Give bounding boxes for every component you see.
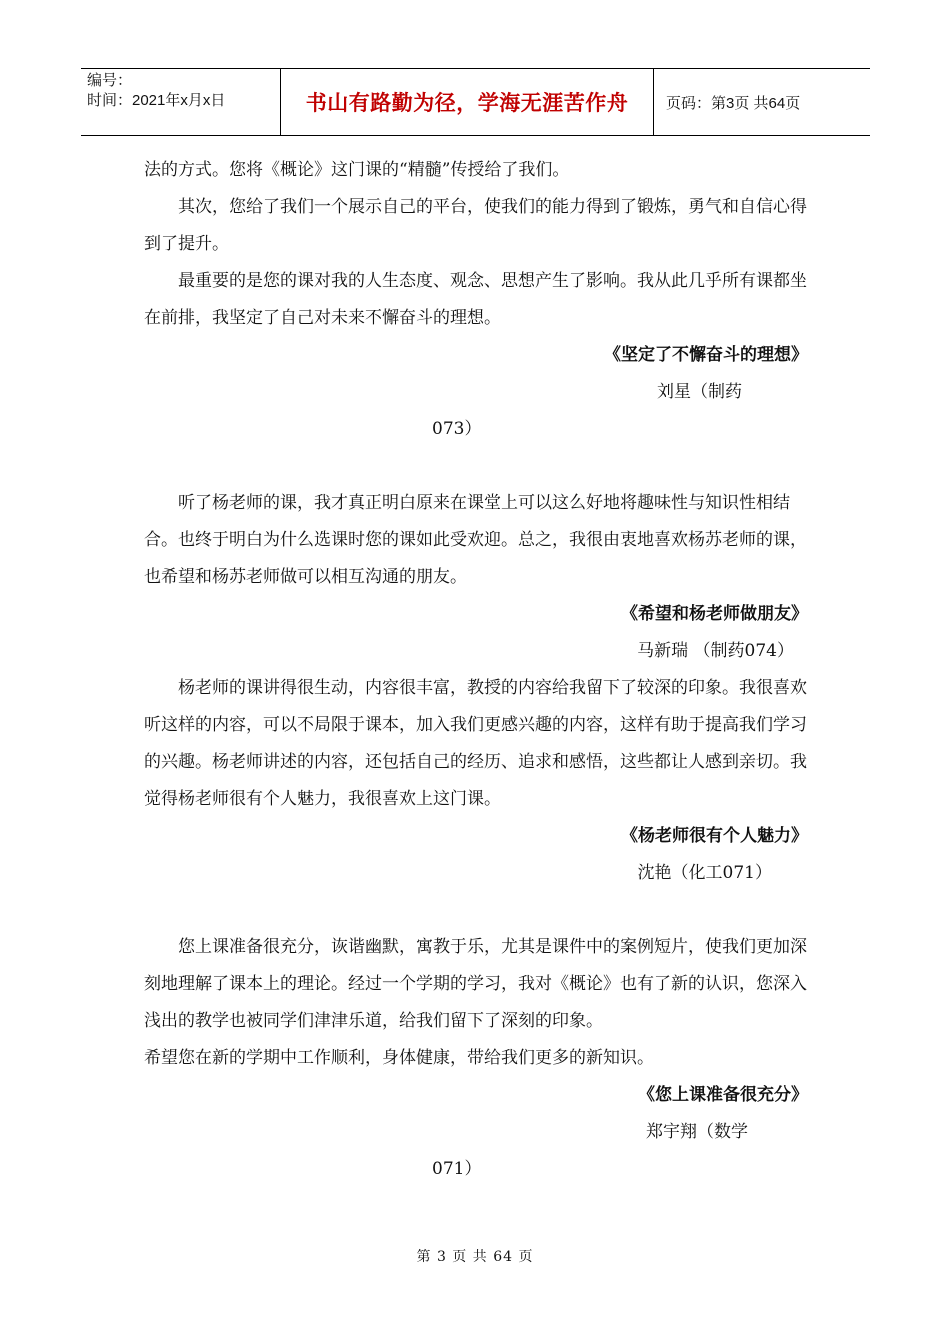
header-meta — [81, 69, 281, 135]
author-class-code: 073） — [432, 419, 482, 439]
author-line: 刘星（制药 — [657, 382, 742, 402]
paragraph: 法的方式。您将《概论》这门课的“精髓”传授给了我们。 — [144, 160, 570, 180]
spacer — [144, 448, 808, 485]
essay-title: 《希望和杨老师做朋友》 — [621, 604, 808, 624]
paragraph: 听了杨老师的课，我才真正明白原来在课堂上可以这么好地将趣味性与知识性相结合。也终于明白为什么选课时您的课如此受欢迎。总之，我很由衷地喜欢杨苏老师的课，也希望和杨苏老师做可以相互沟通的朋友。 — [144, 493, 807, 587]
author-line: 马新瑞 （制药074） — [637, 641, 794, 661]
document-body — [144, 152, 808, 1188]
date-line: 时间：2021年x月x日 — [87, 92, 226, 109]
page-header — [81, 68, 870, 136]
essay-title: 《杨老师很有个人魅力》 — [621, 826, 808, 846]
spacer — [144, 892, 808, 929]
paragraph: 最重要的是您的课对我的人生态度、观念、思想产生了影响。我从此几乎所有课都坐在前排，我坚定了自己对未来不懈奋斗的理想。 — [144, 271, 807, 328]
essay-title: 《坚定了不懈奋斗的理想》 — [604, 345, 808, 365]
paragraph: 其次，您给了我们一个展示自己的平台，使我们的能力得到了锻炼，勇气和自信心得到了提升。 — [144, 197, 807, 254]
paragraph: 您上课准备很充分，诙谐幽默，寓教于乐，尤其是课件中的案例短片，使我们更加深刻地理解了课本上的理论。经过一个学期的学习，我对《概论》也有了新的认识，您深入浅出的教学也被同学们津津乐道，给我们留下了深刻的印象。 — [144, 937, 807, 1031]
author-line: 郑宇翔（数学 — [646, 1122, 748, 1142]
paragraph: 杨老师的课讲得很生动，内容很丰富，教授的内容给我留下了较深的印象。我很喜欢听这样的内容，可以不局限于课本，加入我们更感兴趣的内容，这样有助于提高我们学习的兴趣。杨老师讲述的内容，还包括自己的经历、追求和感悟，这些都让人感到亲切。我觉得杨老师很有个人魅力，我很喜欢上这门课。 — [144, 678, 807, 809]
paragraph: 希望您在新的学期中工作顺利，身体健康，带给我们更多的新知识。 — [144, 1048, 654, 1068]
header-motto: 书山有路勤为径，学海无涯苦作舟 — [281, 69, 654, 135]
serial-label: 编号： — [87, 72, 133, 89]
author-line: 沈艳（化工071） — [637, 863, 772, 883]
header-page-info: 页码：第3页 共64页 — [666, 94, 801, 112]
page-footer: 第 3 页 共 64 页 — [416, 1249, 534, 1265]
essay-title: 《您上课准备很充分》 — [638, 1085, 808, 1105]
author-class-code: 071） — [432, 1159, 482, 1179]
